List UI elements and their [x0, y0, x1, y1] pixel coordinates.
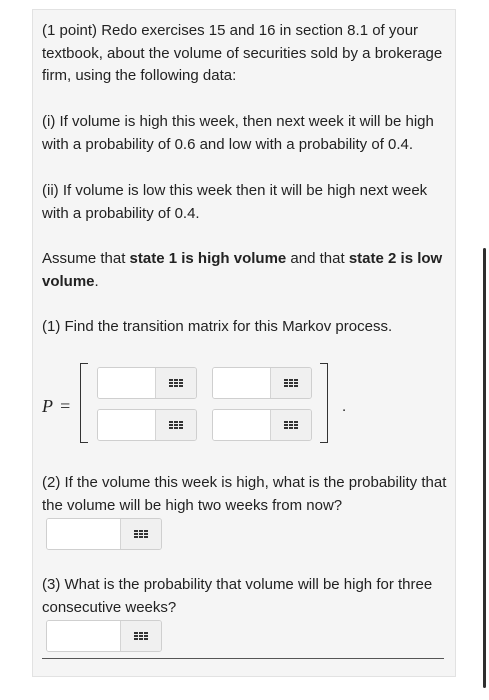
grid-keyboard-icon [134, 530, 148, 538]
bottom-divider [42, 658, 444, 659]
keyboard-button[interactable] [270, 368, 311, 398]
state-assumption [42, 248, 452, 293]
question-2: (2) If the volume this week is high, what is the probability that the volume will be high two weeks from now? [42, 474, 447, 514]
question-3: (3) What is the probability that volume will be high for three consecutive weeks? [42, 576, 433, 616]
matrix-cell-1-2 [212, 367, 312, 399]
condition-ii: (ii) If volume is low this week then it will be high next week with a probability of 0.4. [42, 182, 428, 222]
assume-prefix: Assume that [42, 250, 130, 267]
q3-answer-input[interactable] [47, 621, 120, 651]
matrix-input-1-1[interactable] [98, 368, 155, 398]
state2-definition: state 2 is low volume [42, 250, 443, 290]
grid-keyboard-icon [169, 379, 183, 387]
assume-suffix: . [94, 272, 99, 290]
q2-answer-box [46, 518, 162, 550]
matrix-period: . [342, 398, 347, 415]
matrix-input-2-1[interactable] [98, 410, 155, 440]
assume-middle: and that [286, 250, 349, 267]
state1-definition: state 1 is high volume [129, 250, 287, 267]
scrollbar[interactable] [483, 248, 486, 688]
matrix-cell-2-1 [97, 409, 197, 441]
grid-keyboard-icon [134, 632, 148, 640]
matrix-left-bracket [80, 363, 88, 443]
matrix-input-2-2[interactable] [213, 410, 270, 440]
condition-i: (i) If volume is high this week, then next week it will be high with a probability of 0.6 and low with a probability of 0.4. [42, 113, 434, 153]
grid-keyboard-icon [169, 421, 183, 429]
keyboard-button[interactable] [155, 410, 196, 440]
question-1: (1) Find the transition matrix for this Markov process. [42, 318, 393, 335]
matrix-right-bracket [320, 363, 328, 443]
matrix-cell-1-1 [97, 367, 197, 399]
matrix-label [42, 396, 70, 417]
matrix-equals: = [60, 396, 71, 416]
keyboard-button[interactable] [120, 621, 161, 651]
matrix-symbol: P [42, 396, 53, 416]
grid-keyboard-icon [284, 421, 298, 429]
matrix-input-1-2[interactable] [213, 368, 270, 398]
problem-intro: (1 point) Redo exercises 15 and 16 in section 8.1 of your textbook, about the volume of securities sold by a brokerage firm, using the following data: [42, 22, 443, 84]
keyboard-button[interactable] [155, 368, 196, 398]
q2-answer-input[interactable] [47, 519, 120, 549]
grid-keyboard-icon [284, 379, 298, 387]
q3-answer-box [46, 620, 162, 652]
keyboard-button[interactable] [270, 410, 311, 440]
matrix-cell-2-2 [212, 409, 312, 441]
keyboard-button[interactable] [120, 519, 161, 549]
